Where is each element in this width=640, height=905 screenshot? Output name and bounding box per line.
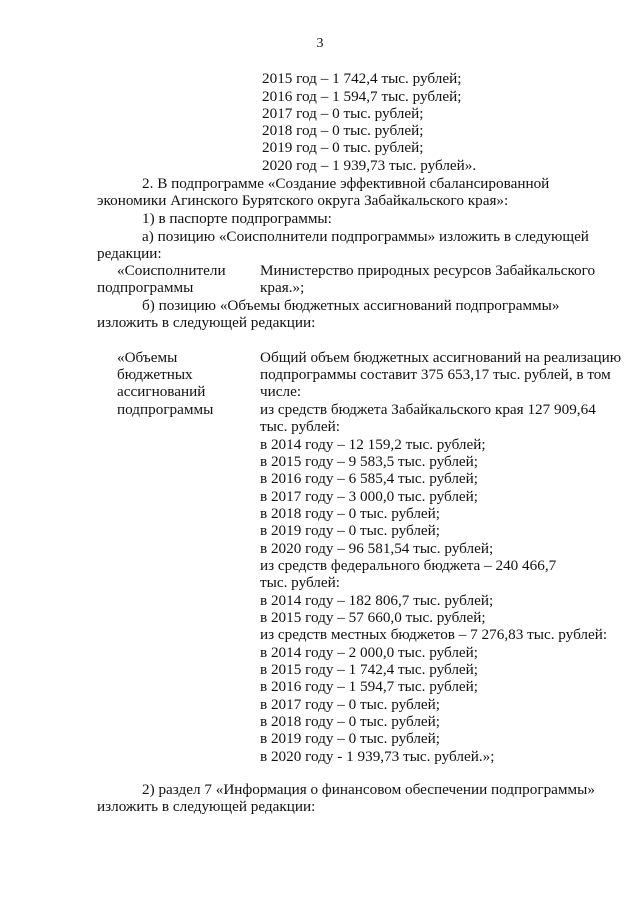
budget-total: числе:	[260, 383, 302, 400]
item2-1: 1) в паспорте подпрограммы:	[142, 210, 332, 227]
budget-regional: тыс. рублей:	[260, 418, 340, 435]
item-b-line1: б) позицию «Объемы бюджетных ассигнований подпрограммы»	[142, 297, 560, 314]
budget-regional: из средств бюджета Забайкальского края 127 909,64	[260, 401, 596, 418]
budget-label: «Объемы	[117, 349, 178, 366]
budget-label: бюджетных	[117, 366, 193, 383]
budget-local-year: в 2016 году – 1 594,7 тыс. рублей;	[260, 678, 478, 695]
budget-federal: из средств федерального бюджета – 240 466,7	[260, 557, 557, 574]
budget-label: ассигнований	[117, 383, 206, 400]
item2-2-line2: изложить в следующей редакции:	[97, 798, 316, 815]
years-list-item: 2015 год – 1 742,4 тыс. рублей;	[262, 70, 462, 87]
years-list-item: 2016 год – 1 594,7 тыс. рублей;	[262, 88, 462, 105]
years-list-item: 2017 год – 0 тыс. рублей;	[262, 105, 424, 122]
coexecutors-value: края.»;	[260, 279, 305, 296]
budget-local-year: в 2017 году – 0 тыс. рублей;	[260, 696, 441, 713]
budget-regional-year: в 2019 году – 0 тыс. рублей;	[260, 522, 441, 539]
page-number: 3	[316, 36, 324, 51]
coexecutors-label: «Соисполнители	[117, 262, 226, 279]
budget-local-year: в 2020 году - 1 939,73 тыс. рублей.»;	[260, 748, 495, 765]
item-a-line2: редакции:	[97, 245, 162, 262]
budget-local-year: в 2015 году – 1 742,4 тыс. рублей;	[260, 661, 478, 678]
budget-regional-year: в 2016 году – 6 585,4 тыс. рублей;	[260, 470, 478, 487]
item2-2-line1: 2) раздел 7 «Информация о финансовом обеспечении подпрограммы»	[142, 781, 595, 798]
coexecutors-value: Министерство природных ресурсов Забайкальского	[260, 262, 596, 279]
budget-local-year: в 2014 году – 2 000,0 тыс. рублей;	[260, 644, 478, 661]
budget-local-year: в 2019 году – 0 тыс. рублей;	[260, 730, 441, 747]
years-list-item: 2018 год – 0 тыс. рублей;	[262, 122, 424, 139]
item-b-line2: изложить в следующей редакции:	[97, 314, 316, 331]
item-a-line1: а) позицию «Соисполнители подпрограммы» изложить в следующей	[142, 228, 589, 245]
budget-local-year: в 2018 году – 0 тыс. рублей;	[260, 713, 441, 730]
budget-regional-year: в 2017 году – 3 000,0 тыс. рублей;	[260, 488, 478, 505]
budget-federal-year: в 2015 году – 57 660,0 тыс. рублей;	[260, 609, 486, 626]
budget-total: Общий объем бюджетных ассигнований на реализацию	[260, 349, 622, 366]
coexecutors-label: подпрограммы	[97, 279, 194, 296]
budget-regional-year: в 2018 году – 0 тыс. рублей;	[260, 505, 441, 522]
budget-local: из средств местных бюджетов – 7 276,83 тыс. рублей:	[260, 626, 608, 643]
budget-regional-year: в 2015 году – 9 583,5 тыс. рублей;	[260, 453, 478, 470]
budget-label: подпрограммы	[117, 401, 214, 418]
budget-regional-year: в 2014 году – 12 159,2 тыс. рублей;	[260, 436, 486, 453]
budget-federal: тыс. рублей:	[260, 574, 340, 591]
item2-line2: экономики Агинского Бурятского округа Забайкальского края»:	[97, 192, 509, 209]
years-list-item: 2020 год – 1 939,73 тыс. рублей».	[262, 157, 477, 174]
budget-total: подпрограммы составит 375 653,17 тыс. рублей, в том	[260, 366, 611, 383]
budget-regional-year: в 2020 году – 96 581,54 тыс. рублей;	[260, 540, 494, 557]
item2-line1: 2. В подпрограмме «Создание эффективной сбалансированной	[142, 175, 550, 192]
years-list-item: 2019 год – 0 тыс. рублей;	[262, 139, 424, 156]
budget-federal-year: в 2014 году – 182 806,7 тыс. рублей;	[260, 592, 494, 609]
